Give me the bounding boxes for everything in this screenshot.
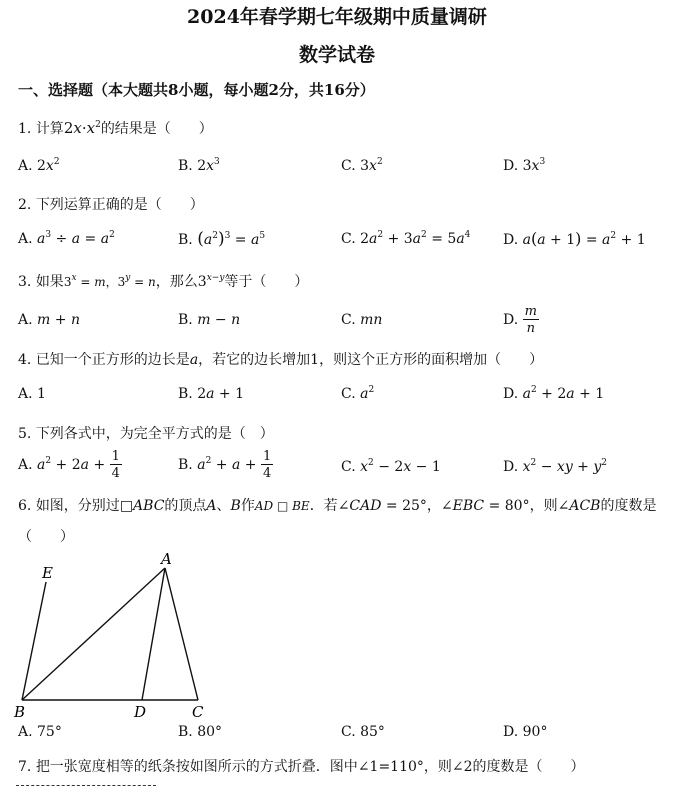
- q6-option-c[interactable]: C. 85°: [341, 724, 385, 740]
- q2-option-a[interactable]: A. $a^3 \div a = a^2$: [18, 230, 115, 247]
- question-4: [18, 349, 543, 369]
- math-expression: AD □ BE: [254, 499, 310, 513]
- paper-strip-figure-top: [16, 785, 156, 786]
- q4-option-b[interactable]: B. 2a + 1: [178, 386, 245, 402]
- question-stem: 如果: [35, 274, 64, 290]
- question-number: 7.: [18, 759, 32, 775]
- option-label: D.: [503, 459, 519, 475]
- question-number: 6.: [18, 498, 32, 514]
- option-label: B.: [178, 158, 193, 174]
- option-label: C.: [341, 386, 356, 402]
- option-label: D.: [503, 386, 519, 402]
- option-label: A. 1: [18, 386, 46, 402]
- q5-option-b[interactable]: B. $a^2 + a$ + $\frac{1}{4}$: [178, 449, 272, 481]
- math-expression: $2x\cdot x^2$: [63, 119, 101, 137]
- question-number: 2.: [18, 197, 32, 213]
- segment-ac: [165, 568, 198, 700]
- math-expression: ∠CAD = 25°: [337, 498, 427, 514]
- option-label: B.: [178, 232, 193, 248]
- q6-option-a[interactable]: A. 75°: [18, 724, 62, 740]
- math-expression: ∠EBC = 80°: [440, 498, 530, 514]
- q5-option-c[interactable]: C. $x^2 - 2x - 1$: [341, 458, 441, 475]
- question-stem: ，那么: [155, 274, 198, 290]
- geometry-figure: [10, 552, 230, 722]
- math-expression: A、B: [206, 498, 241, 514]
- question-number: 1.: [18, 121, 32, 137]
- math-expression: $3^{x-y}$: [197, 273, 225, 290]
- question-stem: 的度数是: [600, 498, 657, 514]
- q4-option-a[interactable]: [18, 386, 46, 402]
- q1-option-a[interactable]: A. $2x^2$: [18, 157, 60, 174]
- question-6: [18, 495, 656, 515]
- question-number: 4.: [18, 352, 32, 368]
- question-1: [18, 118, 213, 138]
- q1-option-c[interactable]: C. $3x^2$: [341, 157, 383, 174]
- question-2: [18, 194, 204, 214]
- q6-option-d[interactable]: D. 90°: [503, 724, 548, 740]
- math-variable: a: [189, 352, 199, 368]
- q1-option-b[interactable]: B. $2x^3$: [178, 157, 220, 174]
- question-stem: ，: [426, 498, 441, 514]
- label-b: B: [14, 703, 26, 721]
- segment-ad: [142, 568, 165, 700]
- label-c: C: [192, 703, 204, 721]
- option-label: B.: [178, 312, 193, 328]
- option-label: C.: [341, 312, 356, 328]
- option-label: A.: [18, 158, 33, 174]
- option-label: D.: [503, 158, 519, 174]
- q3-option-c[interactable]: C. mn: [341, 312, 383, 328]
- option-label: C.: [341, 231, 356, 247]
- q4-option-d[interactable]: D. $a^2 + 2a + 1$: [503, 385, 605, 402]
- label-e: E: [42, 564, 53, 582]
- option-label: A.: [18, 312, 33, 328]
- option-label: B.: [178, 457, 193, 473]
- option-label: B.: [178, 386, 193, 402]
- question-stem: ．若: [309, 498, 338, 514]
- question-6-line2: （ ）: [18, 529, 74, 545]
- question-7: [18, 756, 585, 776]
- option-label: A.: [18, 231, 33, 247]
- q2-option-c[interactable]: C. $2a^2 + 3a^2 = 5a^4$: [341, 230, 471, 247]
- q5-option-d[interactable]: D. $x^2$ − xy + $y^2$: [503, 458, 608, 475]
- math-expression: $3^x = m$，$3^y = n$: [63, 273, 156, 289]
- section-heading: 一、选择题（本大题共8小题，每小题2分，共16分）: [18, 81, 375, 99]
- q1-option-d[interactable]: D. $3x^3$: [503, 157, 546, 174]
- q3-option-d[interactable]: D. $\frac{m}{n}$: [503, 304, 537, 336]
- option-label: C.: [341, 158, 356, 174]
- option-label: D.: [503, 312, 519, 328]
- question-stem: 如图，分别过: [35, 498, 120, 514]
- exam-subtitle: 数学试卷: [298, 44, 375, 66]
- question-stem: 的结果是（ ）: [100, 121, 213, 137]
- question-number: 3.: [18, 274, 32, 290]
- question-stem: ，若它的边长增加1，则这个正方形的面积增加（ ）: [198, 352, 544, 368]
- option-label: D.: [503, 232, 519, 248]
- q4-option-c[interactable]: C. $a^2$: [341, 385, 375, 402]
- q3-option-b[interactable]: B. m − n: [178, 312, 241, 328]
- label-a: A: [161, 552, 172, 568]
- question-5: [18, 423, 274, 443]
- option-label: C.: [341, 459, 356, 475]
- exam-title: 2024年春学期七年级期中质量调研: [187, 6, 487, 28]
- q2-option-b[interactable]: B. $(a^2)^3 = a^5$: [178, 229, 266, 249]
- question-number: 5.: [18, 426, 32, 442]
- question-stem: 作: [240, 498, 255, 514]
- question-3: [18, 271, 308, 291]
- question-stem: 下列运算正确的是（ ）: [35, 197, 204, 213]
- math-expression: ACB: [569, 498, 601, 514]
- question-stem: ，则∠: [529, 498, 570, 514]
- question-stem: 下列各式中，为完全平方式的是（ ）: [35, 426, 274, 442]
- question-stem: 把一张宽度相等的纸条按如图所示的方式折叠．图中∠1=110°，则∠2的度数是（ ）: [35, 759, 585, 775]
- segment-be: [22, 582, 46, 700]
- segment-ba: [22, 568, 165, 700]
- math-expression: □ABC: [119, 498, 165, 514]
- q2-option-d[interactable]: D. $a(a + 1) = a^2 + 1$: [503, 229, 646, 248]
- label-d: D: [134, 703, 147, 721]
- question-stem: 已知一个正方形的边长是: [35, 352, 190, 368]
- q5-option-a[interactable]: A. $a^2 + 2a$ + $\frac{1}{4}$: [18, 449, 120, 481]
- question-stem: 的顶点: [164, 498, 207, 514]
- q3-option-a[interactable]: A. m + n: [18, 312, 80, 328]
- option-label: A.: [18, 457, 33, 473]
- q6-option-b[interactable]: B. 80°: [178, 724, 223, 740]
- question-stem: 计算: [35, 121, 64, 137]
- question-stem: 等于（ ）: [224, 274, 309, 290]
